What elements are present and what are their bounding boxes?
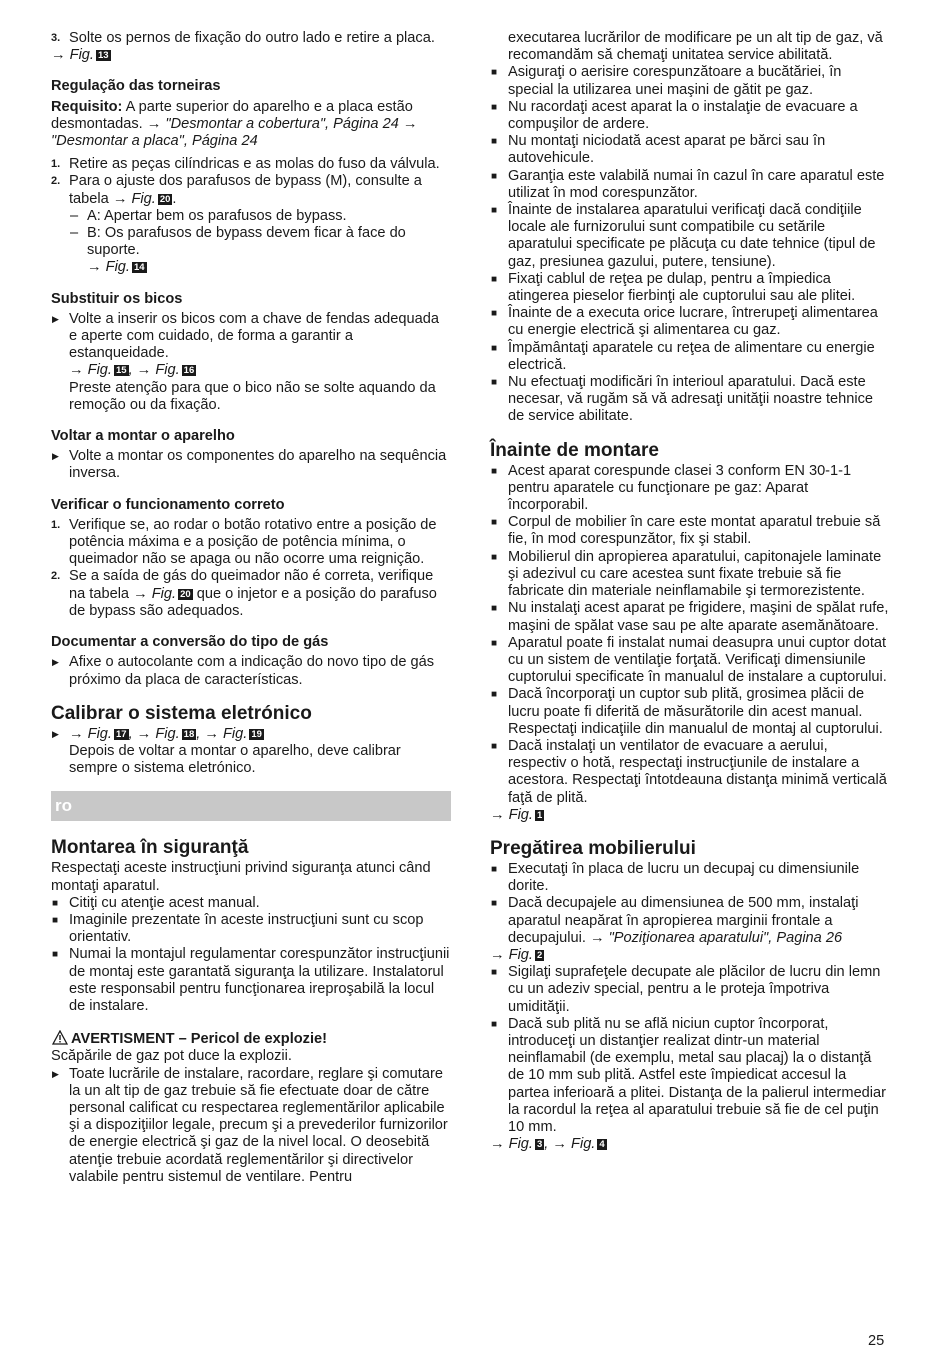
list-item: ▶ → Fig. 17 , → Fig. 18 , → Fig. 19 [52, 725, 262, 742]
list-item: ■ Garanţia este valabilă numai în cazul în care aparatul este utilizat în mod corespunzător. [491, 167, 885, 201]
figure-ref: → Fig. 14 [87, 259, 145, 276]
list-item: ■ Aparatul poate fi instalat numai deasupra unui cuptor dotat cu un sistem de ventilaţie forţată. Verificaţi dimensiunile cuptorului specificate în manualul de instalare a cuptorului. [491, 634, 887, 686]
page-number: 25 [868, 1333, 885, 1349]
list-item: ■ Înainte de instalarea aparatului verificaţi dacă condiţiile locale ale furnizorului sunt compatibile cu setările aparatului specificate pe plăcuţa cu date tehnice (tipul de gaz, presiunea gazului, putere, tensiune). [491, 202, 876, 270]
list-item: 2. Para o ajuste dos parafusos de bypass (M), consulte a tabela → Fig. 20 . [51, 173, 422, 207]
paragraph: Scăpările de gaz pot duce la explozii. [51, 1048, 292, 1065]
list-item: ▶ Toate lucrările de instalare, racordare, reglare şi comutare la un alt tip de gaz trebuie să fie efectuate doar de către personal calificat cu respectarea reglementărilor aplicabile şi a dispoziţiilor legale, precum şi a prevederilor furnizorilor de energie electrică şi gaz de la nivel local. O deosebită atenţie trebuie acordată reglementărilor şi directivelor valabile pentru sistemul de ventilare. Pentru [52, 1065, 448, 1185]
section-heading: Pregătirea mobilierului [490, 837, 696, 859]
list-item: 3. Solte os pernos de fixação do outro lado e retire a placa. [51, 30, 435, 46]
section-heading: Calibrar o sistema eletrónico [51, 702, 312, 724]
list-item: ■ Numai la montajul regulamentar corespunzător instrucţiunii de montaj este garantată siguranţa la utilizare. Instalatorul este responsabil pentru funcţionarea ireproşabilă la locul de instalare. [52, 946, 450, 1014]
list-item: ■ Imaginile prezentate în aceste instrucţiuni sunt cu scop orientativ. [52, 911, 424, 946]
list-item: – A: Apertar bem os parafusos de bypass. [70, 207, 347, 224]
fig-number: 13 [97, 50, 109, 62]
figure-ref: → Fig. 13 [51, 47, 109, 64]
figure-ref: → Fig. 3 , → Fig. 4 [490, 1136, 605, 1153]
list-item: ■ Mobilierul din apropierea aparatului, capitonajele laminate şi adezivul cu care acestea sunt fixate trebuie să fie fabricate din materiale neinflamabile şi termorezistente. [491, 548, 882, 600]
list-item: ▶ Volte a inserir os bicos com a chave de fendas adequada e aperte com cuidado, de forma a garantir a estanqueidade. [52, 310, 439, 362]
figure-ref: → Fig. 2 [490, 946, 543, 963]
figure-ref: → Fig. 1 [490, 806, 543, 823]
list-item: ■ Dacă încorporaţi un cuptor sub plită, grosimea plăcii de lucru poate fi diferită de măsurătorile din acest manual. Respectaţi indicaţiile din manualul de montaj al cuptorului. [491, 686, 883, 737]
list-item: ■ Dacă decupajele au dimensiunea de 500 mm, instalaţi aparatul neapărat în apropierea marginii frontale a decupajului. → "Poziţionarea aparatului", Pagina 26 [491, 895, 859, 946]
list-item: ▶ Afixe o autocolante com a indicação do novo tipo de gás próximo da placa de características. [52, 654, 435, 688]
list-item: ■ Executaţi în placa de lucru un decupaj cu dimensiunile dorite. [491, 860, 860, 895]
section-heading: Documentar a conversão do tipo de gás [51, 634, 329, 651]
list-item: ■ Împământaţi aparatele cu reţea de alimentare cu energie electrică. [491, 339, 875, 373]
list-item: ■ Acest aparat corespunde clasei 3 conform EN 30-1-1 pentru aparatele cu funcţionare pe gaz: Aparat încorporabil. [491, 462, 852, 514]
list-item: ■ Corpul de mobilier în care este montat aparatul trebuie să fie, în mod corespunzător, fix şi stabil. [491, 514, 881, 548]
paragraph: executarea lucrărilor de modificare pe un alt tip de gaz, vă recomandăm să chemaţi unitatea service abilitată. [508, 30, 883, 64]
paragraph: Depois de voltar a montar o aparelho, deve calibrar sempre o sistema eletrónico. [69, 742, 401, 777]
section-heading: Montarea în siguranţă [51, 837, 249, 859]
list-item: ■ Fixaţi cablul de reţea pe dulap, pentru a împiedica atingerea pieselor fierbinţi ale cuptorului sau ale plitei. [491, 270, 856, 305]
warning-heading: AVERTISMENT – Pericol de explozie! [51, 1031, 451, 1048]
figure-ref: → Fig. 15 , → Fig. 16 [69, 362, 195, 379]
list-item: ■ Asiguraţi o aerisire corespunzătoare a bucătăriei, în special la utilizarea unei maşini de gătit pe gaz. [491, 64, 842, 98]
list-item: ■ Nu racordaţi acest aparat la o instalaţie de evacuare a compuşilor de ardere. [491, 98, 858, 133]
list-item: ■ Sigilaţi suprafeţele decupate ale plăcilor de lucru din lemn cu un adeziv special, pentru a le proteja împotriva umidităţii. [491, 964, 881, 1015]
list-item: 1. Verifique se, ao rodar o botão rotativo entre a posição de potência máxima e a posição de potência mínima, o queimador não se apaga ou não ocorre uma reignição. [51, 516, 437, 568]
language-band: ro [51, 791, 451, 821]
section-heading: Înainte de montare [490, 439, 659, 461]
list-item: ▶ Volte a montar os componentes do aparelho na sequência inversa. [52, 448, 447, 482]
list-item: ■ Dacă instalaţi un ventilator de evacuare a aerului, respectiv o hotă, respectaţi instrucţiunile de instalare a acestora. Respectaţi întotdeauna distanţa minimă verticală faţă de plită. [491, 737, 887, 806]
list-item: – B: Os parafusos de bypass devem ficar à face do suporte. [70, 225, 406, 259]
right-column [490, 30, 890, 1153]
paragraph: Preste atenção para que o bico não se solte aquando da remoção ou da fixação. [69, 379, 436, 413]
list-item: ■ Nu montaţi niciodată acest aparat pe bărci sau în autovehicule. [491, 133, 826, 167]
section-heading: Substituir os bicos [51, 290, 183, 307]
list-item: ■ Citiţi cu atenţie acest manual. [52, 894, 260, 911]
warning-icon [52, 1030, 68, 1050]
section-heading: Regulação das torneiras [51, 78, 221, 95]
section-heading: Voltar a montar o aparelho [51, 428, 235, 445]
paragraph: Respectaţi aceste instrucţiuni privind siguranţa atunci când montaţi aparatul. [51, 860, 431, 894]
list-item: ■ Înainte de a executa orice lucrare, întrerupeţi alimentarea cu energie electrică şi alimentarea cu gaz. [491, 305, 878, 339]
list-item: ■ Nu instalaţi acest aparat pe frigidere, maşini de spălat rufe, maşini de spălat vase sau pe alte aparate asemănătoare. [491, 600, 889, 634]
list-item: ■ Nu efectuaţi modificări în interioul aparatului. Dacă este necesar, vă rugăm să vă adresaţi unităţii noastre tehnice de service abilitate. [491, 374, 874, 425]
list-item: 2. Se a saída de gás do queimador não é correta, verifique na tabela → Fig. 20 que o injetor e a posição do parafuso de bypass são adequados. [51, 568, 437, 619]
section-heading: Verificar o funcionamento correto [51, 496, 285, 513]
list-item: ■ Dacă sub plită nu se află niciun cuptor încorporat, introduceţi un distanţier realizat dintr-un material neinflamabil (de exemplu, metal sau placaj) la o distanţă de 10 mm sub plită. Astfel este împiedicat accesul la partea inferioară a plitei. Distanţa de la palierul intermediar la racordul la reţea al aparatului trebuie să fie de cel puţin 10 mm. [491, 1015, 887, 1135]
paragraph: Requisito: A parte superior do aparelho e a placa estão desmontadas. → "Desmontar a cobertura", Página 24 → "Desmontar a placa", Página 24 [51, 98, 418, 150]
left-column [51, 30, 451, 1186]
list-item: 1. Retire as peças cilíndricas e as molas do fuso da válvula. [51, 156, 440, 173]
